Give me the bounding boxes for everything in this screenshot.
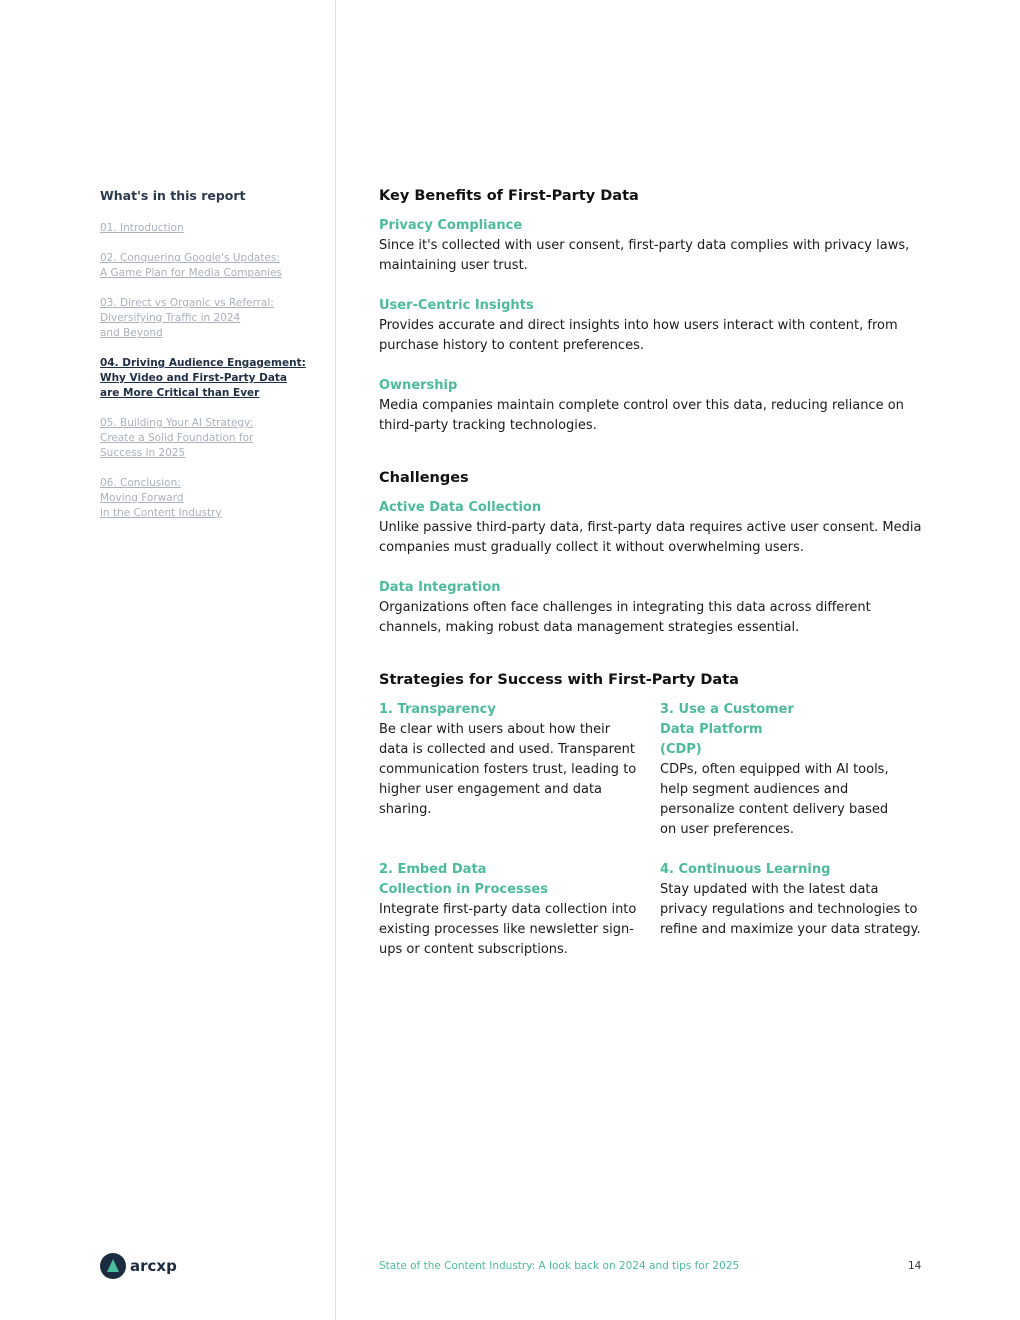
toc-link-ai-strategy[interactable]: 05. Building Your AI Strategy: Create a Solid Foundation for Success in 2025 — [100, 417, 254, 459]
toc-link-traffic[interactable]: 03. Direct vs Organic vs Referral: Diversifying Traffic in 2024 and Beyond — [100, 297, 274, 339]
main-content — [379, 188, 924, 980]
item-heading: 3. Use a Customer Data Platform (CDP) — [660, 702, 794, 757]
benefit-item — [379, 376, 924, 436]
item-heading: 1. Transparency — [379, 702, 496, 717]
item-heading: Privacy Compliance — [379, 218, 523, 233]
benefits-section — [379, 188, 924, 436]
item-text: Unlike passive third-party data, first-party data requires active user consent. Media companies must gradually collect it without overwhelming users. — [379, 520, 922, 555]
arcxp-logo — [100, 1253, 177, 1279]
footer-title: State of the Content Industry: A look back on 2024 and tips for 2025 — [379, 1260, 740, 1272]
challenge-item — [379, 578, 924, 638]
section-heading: Challenges — [379, 470, 469, 486]
benefit-item — [379, 296, 924, 356]
item-text: Stay updated with the latest data privacy regulations and technologies to refine and maximize your data strategy. — [660, 882, 921, 937]
item-text: CDPs, often equipped with AI tools, help segment audiences and personalize content delivery based on user preferences. — [660, 762, 889, 837]
toc-title: What's in this report — [100, 188, 246, 203]
item-text: Provides accurate and direct insights into how users interact with content, from purchase history to content preferences. — [379, 318, 898, 353]
item-text: Media companies maintain complete control over this data, reducing reliance on third-party tracking technologies. — [379, 398, 904, 433]
challenges-section — [379, 470, 924, 638]
strategy-item — [660, 700, 924, 840]
toc-link-introduction[interactable]: 01. Introduction — [100, 222, 184, 234]
item-text: Organizations often face challenges in integrating this data across different channels, making robust data management strategies essential. — [379, 600, 871, 635]
item-heading: Active Data Collection — [379, 500, 542, 515]
item-text: Since it's collected with user consent, first-party data complies with privacy laws, maintaining user trust. — [379, 238, 910, 273]
item-heading: 4. Continuous Learning — [660, 862, 831, 877]
arcxp-logo-icon — [100, 1253, 126, 1279]
toc-link-google-updates[interactable]: 02. Conquering Google's Updates: A Game Plan for Media Companies — [100, 252, 283, 279]
page-number: 14 — [908, 1260, 922, 1272]
item-heading: 2. Embed Data Collection in Processes — [379, 862, 548, 897]
logo-text: arcxp — [130, 1257, 177, 1275]
benefit-item — [379, 216, 924, 276]
item-heading: User-Centric Insights — [379, 298, 534, 313]
item-heading: Data Integration — [379, 580, 501, 595]
item-text: Be clear with users about how their data is collected and used. Transparent communication fosters trust, leading to higher user engagement and data sharing. — [379, 722, 637, 817]
section-heading: Strategies for Success with First-Party Data — [379, 672, 739, 688]
section-heading: Key Benefits of First-Party Data — [379, 188, 639, 204]
toc-link-audience-engagement[interactable]: 04. Driving Audience Engagement: Why Video and First-Party Data are More Critical than Ever — [100, 357, 306, 399]
table-of-contents — [100, 188, 320, 536]
item-heading: Ownership — [379, 378, 458, 393]
strategy-item — [379, 860, 660, 960]
challenge-item — [379, 498, 924, 558]
toc-link-conclusion[interactable]: 06. Conclusion: Moving Forward in the Content Industry — [100, 477, 222, 519]
item-text: Integrate first-party data collection into existing processes like newsletter sign-ups or content subscriptions. — [379, 902, 637, 957]
strategy-item — [660, 860, 924, 960]
column-divider — [335, 0, 336, 1320]
strategies-section — [379, 672, 924, 980]
strategy-item — [379, 700, 660, 840]
